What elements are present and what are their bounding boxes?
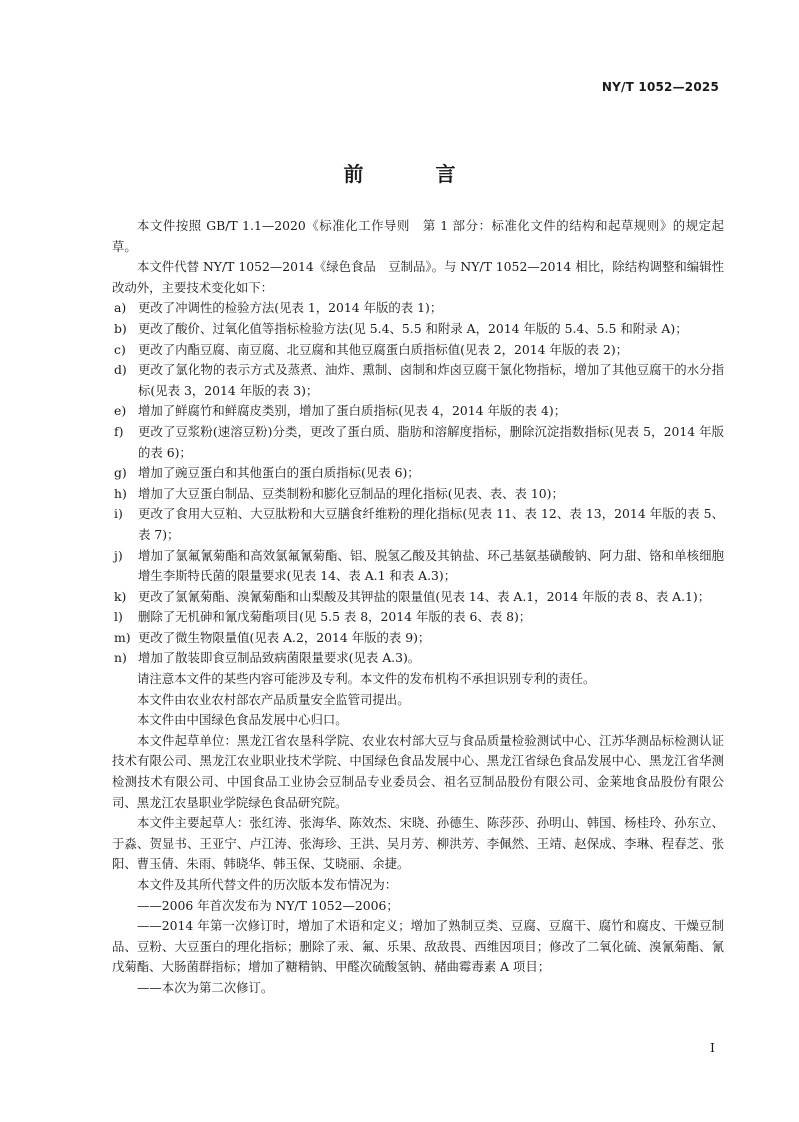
patent-note: 请注意本文件的某些内容可能涉及专利。本文件的发布机构不承担识别专利的责任。 [137, 671, 596, 687]
page-title: 前 言 [343, 162, 482, 186]
list-item [112, 319, 724, 340]
list-item-label: f) [114, 423, 124, 439]
list-item [112, 401, 724, 422]
list-item [112, 340, 724, 361]
list-item-label: n) [114, 650, 127, 666]
page-number: I [710, 1040, 715, 1055]
list-item [112, 463, 724, 484]
list-item-label: l) [114, 609, 123, 625]
history-item: ——2014 年第一次修订时，增加了术语和定义；增加了熟制豆类、豆腐、豆腐干、腐竹和腐皮、干燥豆制品、豆粉、大豆蛋白的理化指标；删除了汞、氟、乐果、敌敌畏、西维因项目；修改了二氧化硫、溴氰菊酯、氰戊菊酯、大肠菌群指标；增加了糖精钠、甲醛次硫酸氢钠、赭曲霉毒素 A 项目； [112, 918, 724, 975]
changes-list [112, 298, 724, 669]
standard-code: NY/T 1052—2025 [601, 80, 719, 94]
list-item-text: 更改了食用大豆粕、大豆肽粉和大豆膳食纤维粉的理化指标(见表 11、表 12、表 13，2014 年版的表 5、表 7)； [138, 506, 724, 542]
list-item-text: 增加了鲜腐竹和鲜腐皮类别，增加了蛋白质指标(见表 4，2014 年版的表 4)； [138, 403, 567, 419]
list-item [112, 484, 724, 505]
foreword-body [112, 216, 724, 999]
list-item-text: 增加了大豆蛋白制品、豆类制粉和膨化豆制品的理化指标(见表、表、表 10)； [138, 485, 564, 501]
proposer-note: 本文件由农业农村部农产品质量安全监管司提出。 [137, 691, 410, 707]
list-item [112, 360, 724, 401]
drafting-units: 本文件起草单位：黑龙江省农垦科学院、农业农村部大豆与食品质量检验测试中心、江苏华测品标检测认证技术有限公司、黑龙江农业职业技术学院、中国绿色食品发展中心、黑龙江省绿色食品发展中心、黑龙江省华测检测技术有限公司、中国食品工业协会豆制品专业委员会、祖名豆制品股份有限公司、金莱地食品股份有限公司、黑龙江农垦职业学院绿色食品研究院。 [112, 732, 724, 810]
list-item-label: h) [114, 485, 127, 501]
list-item-label: b) [114, 320, 127, 336]
list-item-text: 更改了豆浆粉(速溶豆粉)分类，更改了蛋白质、脂肪和溶解度指标，删除沉淀指数指标(见表 5，2014 年版的表 6)； [138, 423, 724, 460]
list-item-text: 更改了氯化物的表示方式及蒸煮、油炸、熏制、卤制和炸卤豆腐干氯化物指标，增加了其他豆腐干的水分指标(见表 3，2014 年版的表 3)； [138, 362, 724, 398]
list-item-label: m) [114, 629, 131, 645]
list-item [112, 628, 724, 649]
list-item [112, 422, 724, 463]
list-item [112, 648, 724, 669]
intro-paragraph: 本文件按照 GB/T 1.1—2020《标准化工作导则 第 1 部分：标准化文件的结构和起草规则》的规定起草。 [112, 218, 724, 254]
list-item [112, 607, 724, 628]
list-item-text: 增加了豌豆蛋白和其他蛋白的蛋白质指标(见表 6)； [138, 465, 420, 481]
history-item: ——本次为第二次修订。 [137, 979, 274, 995]
list-item-text: 更改了微生物限量值(见表 A.2，2014 年版的表 9)； [138, 629, 431, 645]
list-item-text: 更改了内酯豆腐、南豆腐、北豆腐和其他豆腐蛋白质指标值(见表 2，2014 年版的表 2)； [138, 341, 629, 357]
list-item-label: i) [114, 506, 123, 522]
list-item [112, 546, 724, 587]
history-intro: 本文件及其所代替文件的历次版本发布情况为： [137, 877, 398, 892]
drafters: 本文件主要起草人：张红涛、张海华、陈效杰、宋晓、孙德生、陈莎莎、孙明山、韩国、杨桂玲、孙东立、于淼、贺显书、王亚宁、卢江涛、张海珍、王洪、吴月芳、柳洪芳、李佩然、王靖、赵保成、李琳、程春芝、张阳、曹玉倩、朱雨、韩晓华、韩玉保、艾晓丽、余捷。 [112, 815, 724, 872]
list-item [112, 298, 724, 319]
list-item-text: 更改了氯氰菊酯、溴氰菊酯和山梨酸及其钾盐的限量值(见表 14、表 A.1，2014 年版的表 8、表 A.1)； [138, 588, 711, 604]
intro-paragraph: 本文件代替 NY/T 1052—2014《绿色食品 豆制品》。与 NY/T 1052—2014 相比，除结构调整和编辑性改动外，主要技术变化如下： [112, 259, 724, 295]
list-item-label: j) [114, 547, 123, 563]
administrator-note: 本文件由中国绿色食品发展中心归口。 [137, 712, 348, 728]
list-item-label: a) [114, 300, 127, 316]
list-item-label: e) [114, 403, 127, 419]
list-item-label: d) [114, 362, 127, 378]
list-item-text: 更改了酸价、过氧化值等指标检验方法(见 5.4、5.5 和附录 A，2014 年版的 5.4、5.5 和附录 A)； [138, 320, 688, 336]
list-item-text: 更改了冲调性的检验方法(见表 1，2014 年版的表 1)； [138, 300, 443, 316]
list-item [112, 504, 724, 545]
history-item: ——2006 年首次发布为 NY/T 1052—2006； [137, 897, 399, 913]
list-item-label: k) [114, 588, 127, 604]
list-item-label: g) [114, 465, 127, 481]
list-item-label: c) [114, 341, 126, 357]
list-item-text: 增加了散装即食豆制品致病菌限量要求(见表 A.3)。 [138, 650, 421, 666]
list-item-text: 增加了氯氟氰菊酯和高效氯氟氰菊酯、铝、脱氢乙酸及其钠盐、环己基氨基磺酸钠、阿力甜、铬和单核细胞增生李斯特氏菌的限量要求(见表 14、表 A.1 和表 A.3)； [138, 547, 724, 584]
list-item [112, 587, 724, 608]
list-item-text: 删除了无机砷和氰戊菊酯项目(见 5.5 表 8，2014 年版的表 6、表 8)； [138, 609, 532, 625]
